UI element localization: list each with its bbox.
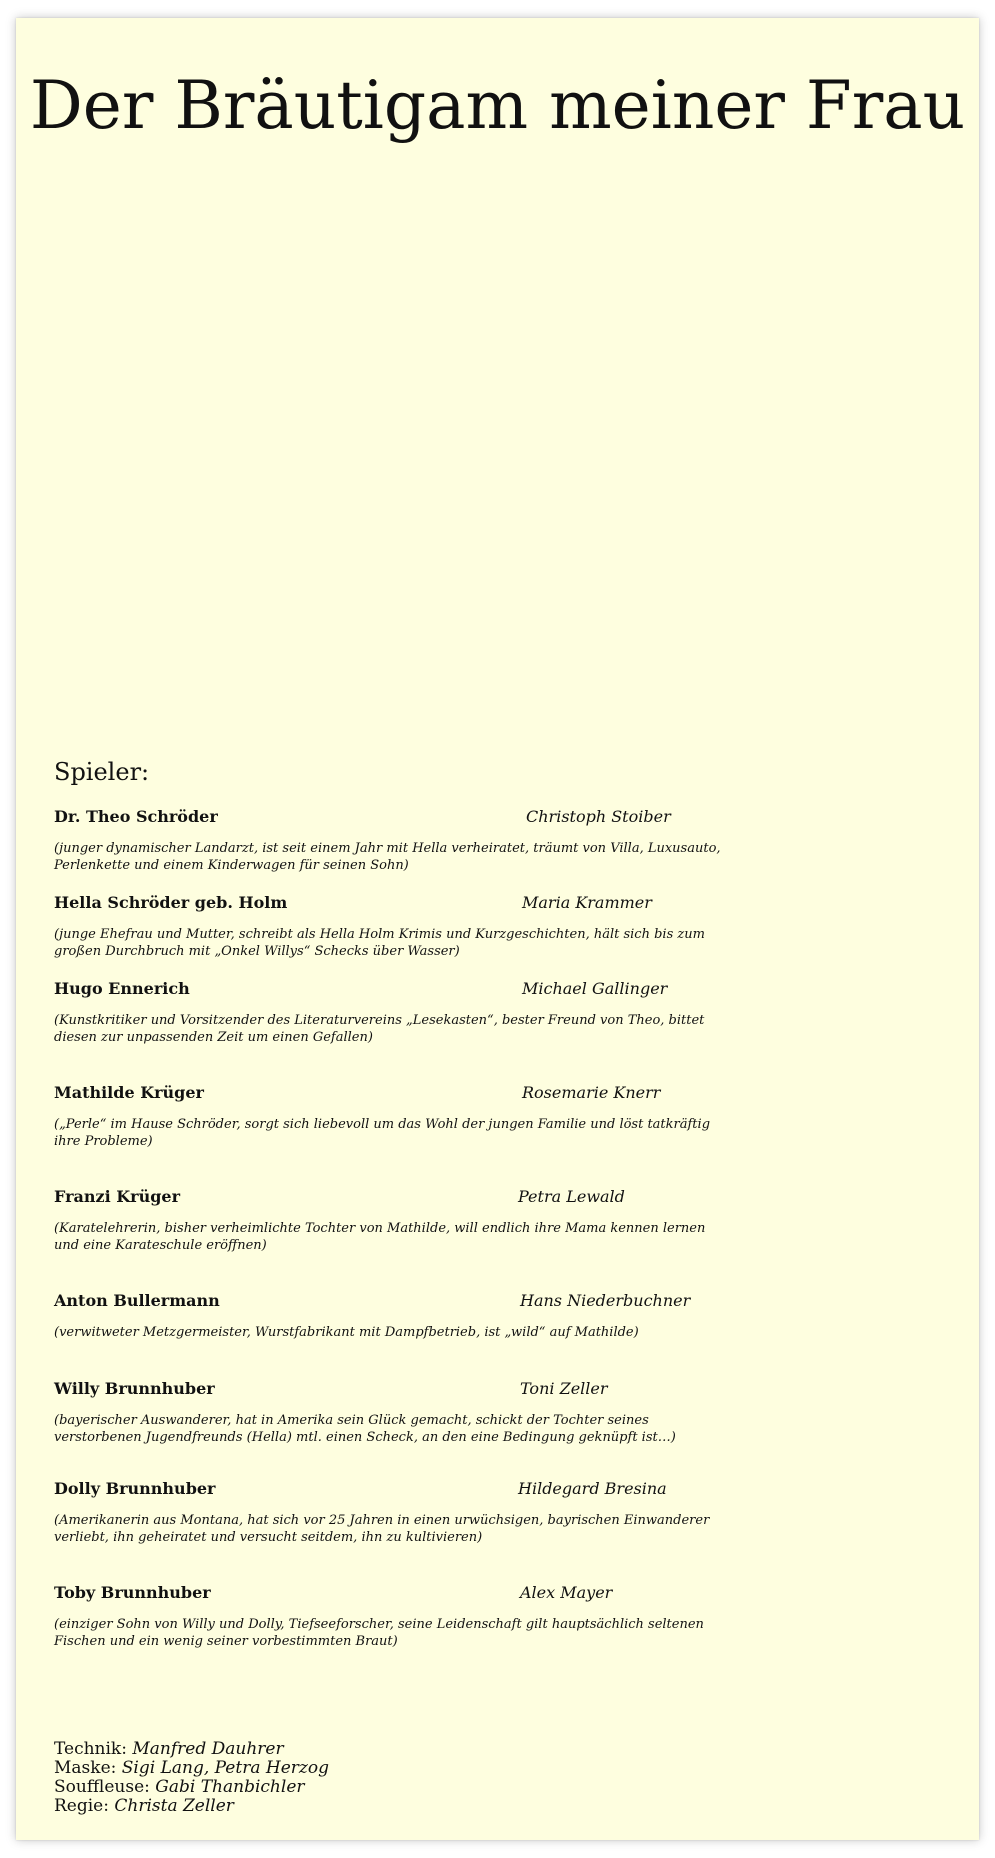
actor-name: Alex Mayer <box>520 1583 613 1602</box>
role-description: (bayerischer Auswanderer, hat in Amerika sein Glück gemacht, schickt der Tochter seines verstorbenen Jugendfreunds (Hella) mtl. einen Scheck, an den eine Bedingung geknüpft ist…) <box>54 1413 676 1445</box>
actor-name: Hildegard Bresina <box>518 1479 667 1498</box>
role-name: Hella Schröder geb. Holm <box>54 893 288 912</box>
actor-name: Michael Gallinger <box>522 979 668 998</box>
role-name: Hugo Ennerich <box>54 979 190 998</box>
credit-person: Christa Zeller <box>114 1796 234 1816</box>
role-name: Anton Bullermann <box>54 1291 220 1310</box>
actor-name: Hans Niederbuchner <box>520 1291 691 1310</box>
credit-maske <box>54 1759 329 1778</box>
credit-label: Maske: <box>54 1758 117 1778</box>
page-title: Der Bräutigam meiner Frau <box>29 67 966 144</box>
role-name: Franzi Krüger <box>54 1187 181 1206</box>
role-description: (verwitweter Metzgermeister, Wurstfabrikant mit Dampfbetrieb, ist „wild“ auf Mathilde) <box>54 1325 639 1340</box>
credit-technik <box>54 1740 329 1759</box>
role-description: („Perle“ im Hause Schröder, sorgt sich liebevoll um das Wohl der jungen Familie und löst tatkräftig ihre Probleme) <box>54 1117 711 1149</box>
credit-souffleuse <box>54 1778 329 1797</box>
role-name: Toby Brunnhuber <box>54 1583 211 1602</box>
actor-name: Toni Zeller <box>520 1379 608 1398</box>
actor-name: Maria Krammer <box>522 893 652 912</box>
role-description: (Amerikanerin aus Montana, hat sich vor 25 Jahren in einen urwüchsigen, bayrischen Einwanderer verliebt, ihn geheiratet und versucht seitdem, ihn zu kultivieren) <box>54 1513 710 1545</box>
role-name: Willy Brunnhuber <box>54 1379 215 1398</box>
cast-heading: Spieler: <box>54 758 150 786</box>
role-name: Dr. Theo Schröder <box>54 807 218 826</box>
credit-person: Sigi Lang, Petra Herzog <box>121 1758 329 1778</box>
role-name: Mathilde Krüger <box>54 1083 204 1102</box>
credit-label: Technik: <box>54 1739 127 1759</box>
actor-name: Petra Lewald <box>518 1187 625 1206</box>
credit-label: Regie: <box>54 1796 109 1816</box>
program-sheet <box>16 18 979 1840</box>
credit-person: Manfred Dauhrer <box>132 1739 284 1759</box>
actor-name: Rosemarie Knerr <box>522 1083 661 1102</box>
actor-name: Christoph Stoiber <box>526 807 671 826</box>
role-description: (junger dynamischer Landarzt, ist seit einem Jahr mit Hella verheiratet, träumt von Villa, Luxusauto, Perlenkette und einem Kinderwagen für seinen Sohn) <box>54 841 721 873</box>
credit-regie <box>54 1797 329 1816</box>
crew-credits <box>54 1740 329 1816</box>
credit-person: Gabi Thanbichler <box>155 1777 305 1797</box>
role-description: (Karatelehrerin, bisher verheimlichte Tochter von Mathilde, will endlich ihre Mama kennen lernen und eine Karateschule eröffnen) <box>54 1221 706 1253</box>
role-description: (einziger Sohn von Willy und Dolly, Tiefseeforscher, seine Leidenschaft gilt hauptsächlich seltenen Fischen und ein wenig seiner vorbestimmten Braut) <box>54 1617 704 1649</box>
role-name: Dolly Brunnhuber <box>54 1479 216 1498</box>
role-description: (junge Ehefrau und Mutter, schreibt als Hella Holm Krimis und Kurzgeschichten, hält sich bis zum großen Durchbruch mit „Onkel Willys“ Schecks über Wasser) <box>54 927 705 959</box>
credit-label: Souffleuse: <box>54 1777 150 1797</box>
role-description: (Kunstkritiker und Vorsitzender des Literaturvereins „Lesekasten“, bester Freund von Theo, bittet diesen zur unpassenden Zeit um einen Gefallen) <box>54 1013 705 1045</box>
